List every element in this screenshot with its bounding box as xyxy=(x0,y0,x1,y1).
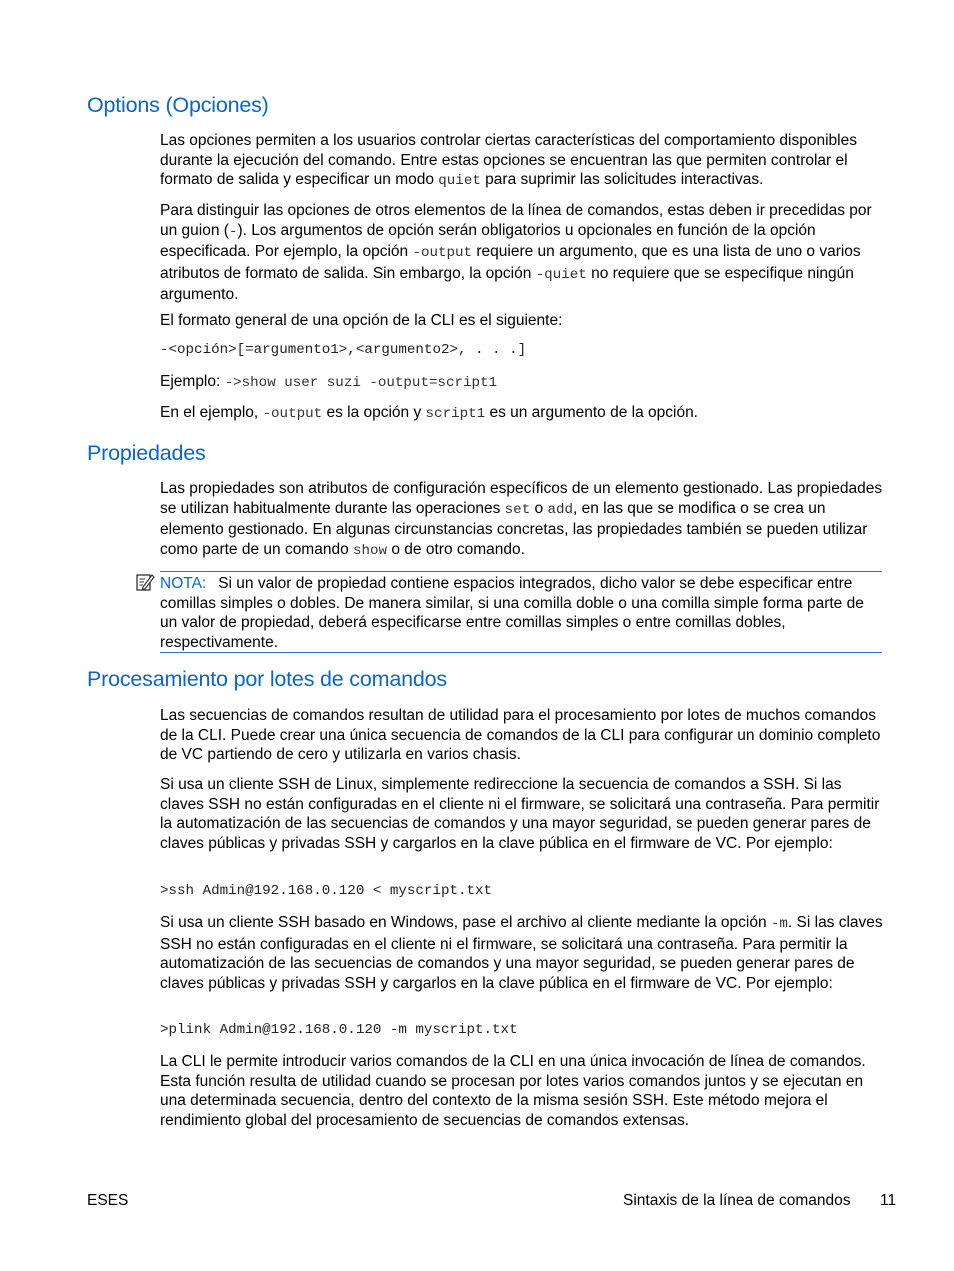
note-label: NOTA: xyxy=(160,575,207,592)
code-ssh-command: >ssh Admin@192.168.0.120 < myscript.txt xyxy=(160,883,493,899)
paragraph-batch-intro: Las secuencias de comandos resultan de utilidad para el procesamiento por lotes de muchos comandos de la CLI. Puede crear una única secuencia de comandos de la CLI para configurar un dominio completo de VC partiendo de cero y utilizarla en varios chasis. xyxy=(160,707,881,764)
code-plink-command: >plink Admin@192.168.0.120 -m myscript.txt xyxy=(160,1022,518,1038)
code-format-line: -<opción>[=argumento1>,<argumento2>, . . .] xyxy=(160,342,527,358)
inline-code: -m xyxy=(770,916,788,932)
paragraph-batch-multi: La CLI le permite introducir varios comandos de la CLI en una única invocación de línea de comandos. Esta función resulta de utilidad cuando se procesan por lotes varios comandos juntos y se ejecutan en una determinada secuencia, dentro del contexto de la misma sesión SSH. Este método mejora el rendimiento global del procesamiento de secuencias de comandos extensas. xyxy=(160,1053,866,1129)
footer-left-label: ESES xyxy=(87,1192,129,1209)
note-pencil-icon xyxy=(135,572,155,592)
paragraph-options-intro: Las opciones permiten a los usuarios controlar ciertas características del comportamiento disponibles durante la ejecución del comando. Entre estas opciones se encuentran las que permiten controlar el formato de salida y especificar un modo quiet para suprimir las solicitudes interactivas. xyxy=(160,132,857,190)
inline-code: -output xyxy=(262,406,323,422)
section-heading-options: Options (Opciones) xyxy=(87,93,269,117)
paragraph-properties: Las propiedades son atributos de configuración específicos de un elemento gestionado. Las propiedades se utilizan habitualmente durante las operaciones set o add, en las que se modifica o se crea un elemento gestionado. En algunas circunstancias concretas, las propiedades también se pueden utilizar como parte de un comando show o de otro comando. xyxy=(160,480,883,559)
note-text: NOTA: Si un valor de propiedad contiene espacios integrados, dicho valor se debe especificar entre comillas simples o dobles. De manera similar, si una comilla doble o una comilla simple forma parte de un valor de propiedad, deberá especificarse entre comillas simples o entre comillas dobles, respectivamente. xyxy=(160,575,864,651)
inline-code: quiet xyxy=(438,173,481,190)
inline-code: ->show user suzi -output=script1 xyxy=(224,375,498,391)
paragraph-example-explanation: En el ejemplo, -output es la opción y script1 es un argumento de la opción. xyxy=(160,404,698,422)
paragraph-batch-linux: Si usa un cliente SSH de Linux, simplemente redireccione la secuencia de comandos a SSH. Si las claves SSH no están configuradas en el cliente ni el firmware, se solicitará una contraseña. Para permitir la automatización de las secuencias de comandos y una mayor seguridad, se pueden generar pares de claves públicas y privadas SSH y cargarlos en la clave pública en el firmware de VC. Por ejemplo: xyxy=(160,776,880,852)
inline-code: script1 xyxy=(425,406,486,422)
inline-code: set xyxy=(504,501,531,518)
inline-code: - xyxy=(228,223,238,240)
footer-title: Sintaxis de la línea de comandos xyxy=(623,1192,851,1209)
inline-code: -output xyxy=(412,245,473,262)
page-number: 11 xyxy=(880,1192,897,1209)
paragraph-options-prefix: Para distinguir las opciones de otros elementos de la línea de comandos, estas deben ir precedidas por un guion (-). Los argumentos de opción serán obligatorios u opcionales en función de la opción especificada. Por ejemplo, la opción -output requiere un argumento, que es una lista de uno o varios atributos de formato de salida. Sin embargo, la opción -quiet no requiere que se especifique ningún argumento. xyxy=(160,202,872,304)
section-heading-batch: Procesamiento por lotes de comandos xyxy=(87,667,447,691)
paragraph-example: Ejemplo: ->show user suzi -output=script1 xyxy=(160,373,498,391)
inline-code: -quiet xyxy=(535,266,587,283)
paragraph-batch-windows: Si usa un cliente SSH basado en Windows, pase el archivo al cliente mediante la opción -m. Si las claves SSH no están configuradas en el cliente ni el firmware, se solicitará una contraseña. Para permitir la automatización de las secuencias de comandos y una mayor seguridad, se pueden generar pares de claves públicas y privadas SSH y cargarlos en la clave pública en el firmware de VC. Por ejemplo: xyxy=(160,914,883,992)
note-box xyxy=(160,571,882,653)
paragraph-options-format: El formato general de una opción de la CLI es el siguiente: xyxy=(160,312,563,329)
section-heading-properties: Propiedades xyxy=(87,441,206,465)
inline-code: show xyxy=(353,542,388,559)
inline-code: add xyxy=(547,501,573,518)
